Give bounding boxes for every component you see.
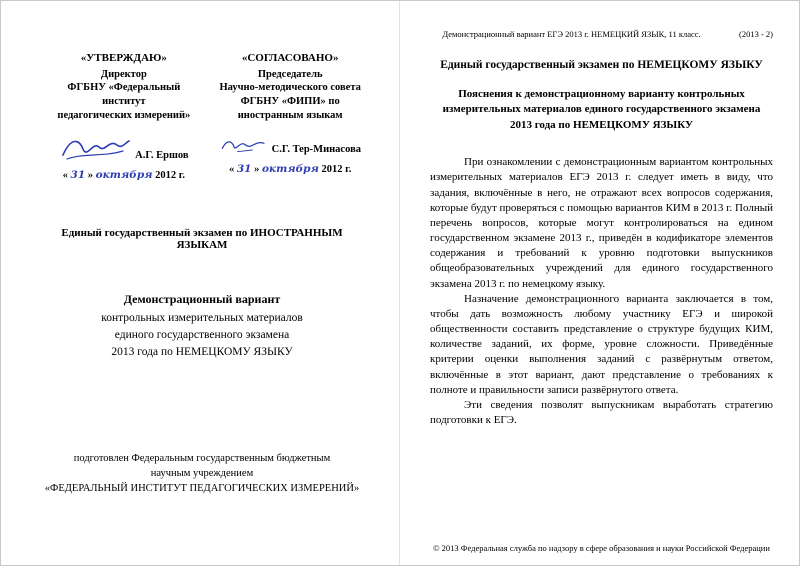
agree-date-month: октября [262, 162, 319, 175]
prepared-by-block [35, 452, 369, 496]
paragraph: Назначение демонстрационного варианта заключается в том, чтобы дать возможность любому участнику ЕГЭ и широкой общественности составить представление о структуре будущих КИМ, количестве заданий, их форме, уровне сложности. Приведённые критерии оценки выполнения заданий с развёрнутым ответом, включённые в этот вариант, дают представление о требованиях к полноте и правильности записи развёрнутого ответа. [430, 292, 773, 396]
demo-variant-title-line: единого государственного экзамена [114, 328, 290, 341]
approve-date-day: 31 [70, 168, 86, 181]
explanations-heading-line: измерительных материалов единого государственного экзамена [442, 103, 761, 116]
quote-close: » [254, 163, 260, 175]
ter-minasova-signature-icon [219, 133, 267, 157]
exam-heading: Единый государственный экзамен по НЕМЕЦКОМУ ЯЗЫКУ [440, 59, 763, 71]
quote-close: » [87, 169, 94, 181]
approve-date-year: 2012 г. [155, 169, 185, 181]
approve-date-line [53, 169, 195, 183]
approve-line: педагогических измерений» [57, 110, 191, 122]
quote-open: « [229, 163, 235, 175]
running-header [430, 29, 773, 39]
agree-line: ФГБНУ «ФИПИ» по [240, 96, 340, 108]
demo-variant-title-line: контрольных измерительных материалов [101, 312, 303, 325]
running-header-page: (2013 - 2) [739, 29, 773, 39]
agree-title: «СОГЛАСОВАНО» [241, 52, 339, 64]
demo-variant-title [35, 291, 369, 360]
agree-signature-area [219, 133, 361, 161]
agree-line: иностранным языкам [237, 110, 343, 122]
approve-date-month: октября [95, 168, 153, 181]
demo-variant-title-bold: Демонстрационный вариант [123, 291, 281, 306]
agree-block [219, 51, 361, 183]
paragraph: Эти сведения позволят выпускникам выработать стратегию подготовки к ЕГЭ. [430, 398, 773, 427]
ershov-signature-icon [59, 133, 131, 163]
demo-variant-title-line: 2013 года по НЕМЕЦКОМУ ЯЗЫКУ [111, 345, 293, 358]
agree-date-year: 2012 г. [321, 163, 352, 175]
explanations-heading-line: 2013 года по НЕМЕЦКОМУ ЯЗЫКУ [509, 118, 694, 131]
page-right [400, 1, 799, 565]
page-footer: © 2013 Федеральная служба по надзору в сфере образования и науки Российской Федерации [433, 543, 770, 553]
prepared-line: подготовлен Федеральным государственным бюджетным [73, 453, 331, 465]
explanations-heading-line: Пояснения к демонстрационному варианту контрольных [458, 88, 745, 100]
approve-title: «УТВЕРЖДАЮ» [80, 52, 167, 64]
page-left [1, 1, 400, 565]
approve-line: Директор [100, 68, 147, 80]
agree-date-day: 31 [236, 162, 252, 175]
exam-subject-line: Единый государственный экзамен по ИНОСТРАННЫМ ЯЗЫКАМ [61, 226, 343, 251]
approve-signature-area [53, 133, 195, 167]
body-text [430, 155, 773, 428]
approve-line: ФГБНУ «Федеральный институт [67, 82, 181, 108]
prepared-line: «ФЕДЕРАЛЬНЫЙ ИНСТИТУТ ПЕДАГОГИЧЕСКИХ ИЗМЕРЕНИЙ» [44, 482, 360, 494]
signature-blocks [35, 29, 369, 183]
running-header-title: Демонстрационный вариант ЕГЭ 2013 г. НЕМЕЦКИЙ ЯЗЫК, 11 класс. [442, 29, 701, 39]
agree-signer-name: С.Г. Тер-Минасова [271, 144, 361, 156]
agree-line: Научно-методического совета [219, 82, 361, 94]
prepared-line: научным учреждением [150, 467, 254, 479]
paragraph: При ознакомлении с демонстрационным вариантом контрольных измерительных материалов ЕГЭ 2013 г. следует иметь в виду, что задания, включённые в него, не отражают всех вопросов содержания, которые будут проверяться с помощью вариантов КИМ в 2013 г. Полный перечень вопросов, которые могут контролироваться на едином государственном экзамене 2013 г., приведён в кодификаторе элементов содержания и требований к уровню подготовки выпускников общеобразовательных учреждений для единого государственного экзамена 2013 г. по немецкому языку. [430, 156, 773, 290]
agree-line: Председатель [257, 68, 323, 80]
agree-date-line [219, 163, 361, 177]
quote-open: « [62, 169, 68, 181]
approve-block [53, 51, 195, 183]
explanations-heading [430, 87, 773, 133]
approve-signer-name: А.Г. Ершов [135, 150, 189, 162]
